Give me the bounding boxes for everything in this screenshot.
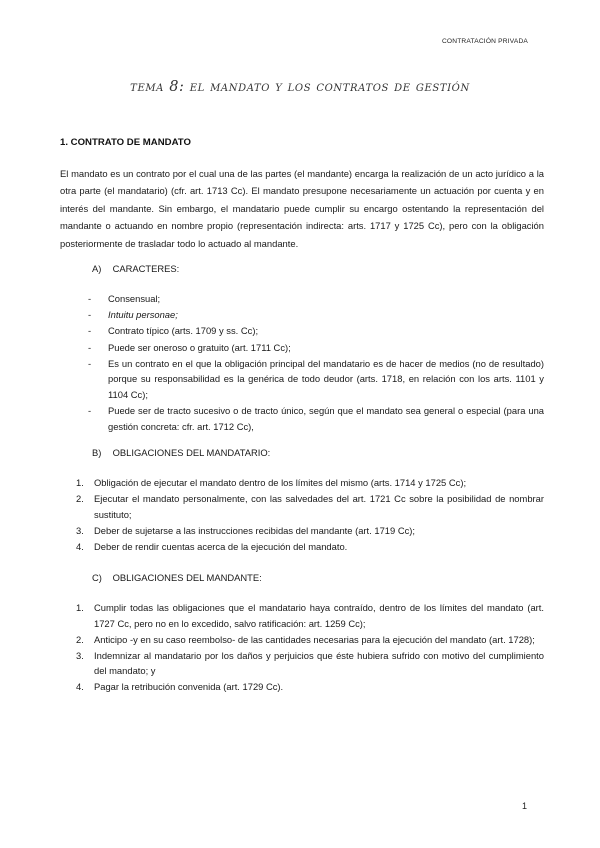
subheading-label: OBLIGACIONES DEL MANDANTE: <box>112 572 262 583</box>
list-item: 4. Deber de rendir cuentas acerca de la ejecución del mandato. <box>76 540 348 552</box>
list-item: 1. Obligación de ejecutar el mandato dentro de los límites del mismo (arts. 1714 y 1725 Cc); <box>76 477 467 488</box>
list-item: - Puede ser oneroso o gratuito (art. 1711 Cc); <box>88 341 291 353</box>
section-heading: 1. CONTRATO DE MANDATO <box>60 137 191 148</box>
obligaciones-mandatario-list <box>76 475 544 555</box>
list-item: 1. Cumplir todas las obligaciones que el mandatario haya contraído, dentro de los límites del mandato (art. 1727 Cc, pero no en lo excedido, salvo ratificación: art. 1259 Cc); <box>76 602 544 629</box>
document-title: tema 8: el mandato y los contratos de gestión <box>130 79 470 95</box>
list-item: 2. Anticipo -y en su caso reembolso- de las cantidades necesarias para la ejecución del mandato (art. 1728); <box>76 633 535 645</box>
intro-paragraph: El mandato es un contrato por el cual una de las partes (el mandante) encarga la realización de un acto jurídico a la otra parte (el mandatario) (cfr. art. 1713 Cc). El mandato presupone necesariamente un actuación por cuenta y en interés del mandante. Sin embargo, el mandatario puede cumplir su encargo ostentando la representación del mandante o actuando en nombre propio (representación indirecta: arts. 1717 y 1725 Cc), pero con la obligación posteriormente de trasladar todo lo actuado al mandante. <box>60 168 544 249</box>
page-number: 1 <box>521 801 527 811</box>
list-item: - Consensual; <box>88 293 161 304</box>
subheading-label: CARACTERES: <box>112 263 180 274</box>
subheading-obligaciones-mandante <box>92 572 262 583</box>
subheading-obligaciones-mandatario <box>92 447 270 458</box>
subheading-caracteres <box>92 263 179 274</box>
obligaciones-mandante-list <box>76 600 544 696</box>
subheading-label: OBLIGACIONES DEL MANDATARIO: <box>112 447 271 458</box>
list-item: 4. Pagar la retribución convenida (art. 1729 Cc). <box>76 681 284 693</box>
subheading-letter: C) <box>92 572 102 583</box>
list-item: - Es un contrato en el que la obligación principal del mandatario es de hacer de medios (no de resultado) porque su responsabilidad es la genérica de todo deudor (arts. 1718, en relación con los arts. 1101 y 1104 Cc); <box>88 357 544 400</box>
running-header: CONTRATACIÓN PRIVADA <box>441 38 528 45</box>
subheading-letter: B) <box>92 447 102 458</box>
list-item: - Intuitu personae; <box>88 309 178 321</box>
list-item: 3. Indemnizar al mandatario por los daños y perjuicios que éste hubiera sufrido con motivo del cumplimiento del mandato; y <box>76 649 544 677</box>
subheading-letter: A) <box>92 263 102 274</box>
list-item: 2. Ejecutar el mandato personalmente, con las salvedades del art. 1721 Cc sobre la posibilidad de nombrar sustituto; <box>76 493 544 520</box>
list-item: 3. Deber de sujetarse a las instrucciones recibidas del mandante (art. 1719 Cc); <box>76 524 415 536</box>
list-item: - Contrato típico (arts. 1709 y ss. Cc); <box>88 325 259 337</box>
caracteres-list <box>88 291 544 435</box>
list-item: - Puede ser de tracto sucesivo o de tracto único, según que el mandato sea general o especial (para una gestión concreta: cfr. art. 1712 Cc), <box>88 405 544 432</box>
